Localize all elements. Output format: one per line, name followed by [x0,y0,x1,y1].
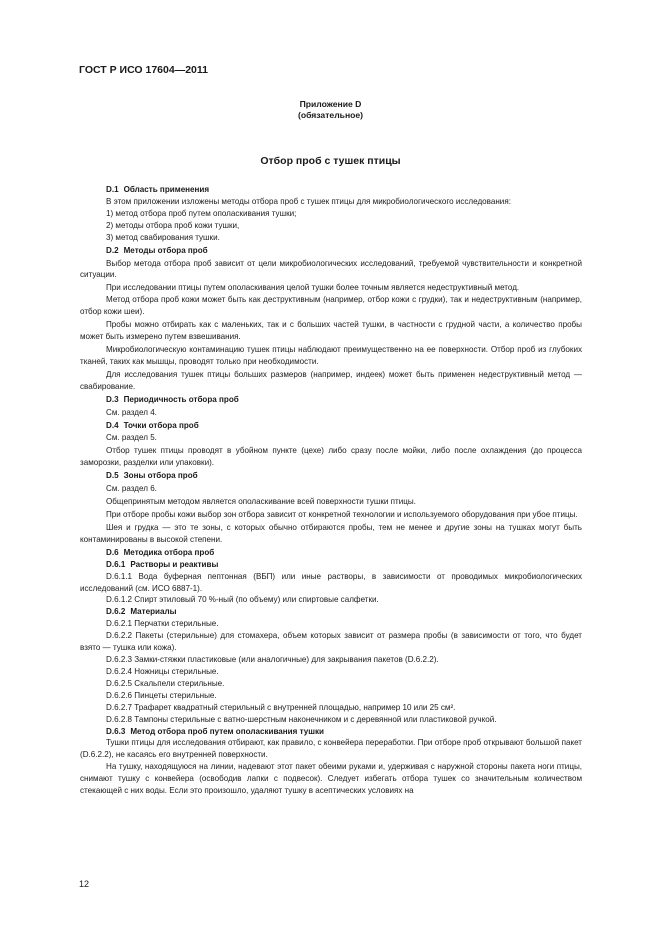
paragraph: На тушку, находящуюся на линии, надевают этот пакет обеими руками и, удерживая с наружной стороны пакета ноги птицы, снимают тушку с конвейера (освободив лапки с подвесок). Следует избегать отбора тушек со значительным количеством стекающей с них воды. Если это произошло, удаляют тушку в асептических условиях на [80,762,582,796]
annex-title: Приложение D [299,99,362,109]
page-number: 12 [79,879,90,889]
paragraph: Общепринятым методом является ополаскивание всей поверхности тушки птицы. [106,497,416,507]
clause: D.6.1.2 Спирт этиловый 70 %-ный (по объему) или спиртовые салфетки. [106,595,379,605]
clause: D.6.2.6 Пинцеты стерильные. [106,690,217,700]
paragraph: Микробиологическую контаминацию тушек птицы наблюдают преимущественно на ее поверхности. Отбор проб из глубоких тканей, таких как мышцы, проводят только при необходимости. [80,344,582,366]
paragraph: См. раздел 5. [106,433,157,443]
section-heading: D.4 Точки отбора проб [106,420,199,430]
clause: D.6.2.1 Перчатки стерильные. [106,619,219,629]
page-title: Отбор проб с тушек птицы [260,155,401,167]
document-header: ГОСТ Р ИСО 17604—2011 [79,64,208,76]
list-item: 1) метод отбора проб путем ополаскивания тушки; [106,208,297,218]
section-heading: D.1 Область применения [106,185,210,194]
paragraph: Шея и грудка — это те зоны, с которых обычно отбираются пробы, тем не менее и другие зоны на тушках могут быть контаминированы в высокой степени. [80,522,582,544]
paragraph: См. раздел 6. [106,484,157,494]
section-heading: D.6 Методика отбора проб [106,547,215,557]
list-item: 3) метод свабирования тушки. [106,232,220,242]
paragraph: В этом приложении изложены методы отбора проб с тушек птицы для микробиологического исследования: [106,196,511,206]
clause: D.6.2.2 Пакеты (стерильные) для стомахера, объем которых зависит от размера пробы (в зависимости от того, что будет взято — тушка или кожа). [80,631,582,653]
clause: D.6.1.1 Вода буферная пептонная (ВБП) или иные растворы, в зависимости от проводимых микробиологических исследований (см. ИСО 6887-1). [80,571,582,593]
subsection-heading: D.6.1 Растворы и реактивы [106,559,219,569]
document-body [80,184,582,797]
subsection-heading: D.6.3 Метод отбора проб путем ополаскивания тушки [106,726,324,736]
clause: D.6.2.7 Трафарет квадратный стерильный с внутренней площадью, например 10 или 25 см². [106,702,456,712]
paragraph: Выбор метода отбора проб зависит от цели микробиологических исследований, требуемой чувствительности и конкретной ситуации. [80,258,582,280]
paragraph: Для исследования тушек птицы больших размеров (например, индеек) может быть применен недеструктивный метод — свабирование. [80,369,582,391]
clause: D.6.2.5 Скальпели стерильные. [106,678,225,688]
clause: D.6.2.4 Ножницы стерильные. [106,666,219,676]
section-heading: D.2 Методы отбора проб [106,245,208,255]
annex-status: (обязательное) [297,110,364,120]
paragraph: Метод отбора проб кожи может быть как деструктивным (например, отбор кожи с грудки), так и недеструктивным (например, отбор кожи шеи). [80,295,582,317]
list-item: 2) методы отбора проб кожи тушки, [106,220,240,230]
subsection-heading: D.6.2 Материалы [106,607,177,617]
paragraph: При исследовании птицы путем ополаскивания целой тушки более точным является недеструктивный метод. [106,283,520,293]
section-heading: D.3 Периодичность отбора проб [106,394,239,404]
paragraph: См. раздел 4. [106,407,157,417]
paragraph: При отборе пробы кожи выбор зон отбора зависит от конкретной технологии и используемого оборудования при убое птицы. [106,509,578,519]
paragraph: Тушки птицы для исследования отбирают, как правило, с конвейера переработки. При отборе проб открывают большой пакет (D.6.2.2), не касаясь его внутренней поверхности. [80,738,582,760]
clause: D.6.2.3 Замки-стяжки пластиковые (или аналогичные) для закрывания пакетов (D.6.2.2). [106,655,439,665]
annex-heading [0,99,661,121]
paragraph: Отбор тушек птицы проводят в убойном пункте (цехе) либо сразу после мойки, либо после охлаждения (до процесса заморозки, разделки или упаковки). [80,446,582,468]
section-heading: D.5 Зоны отбора проб [106,471,198,481]
paragraph: Пробы можно отбирать как с маленьких, так и с больших частей тушки, в частности с грудной части, а количество пробы может быть измерено путем взвешивания. [80,320,582,342]
clause: D.6.2.8 Тампоны стерильные с ватно-шерстным наконечником и с деревянной или пластиковой ручкой. [106,714,497,724]
